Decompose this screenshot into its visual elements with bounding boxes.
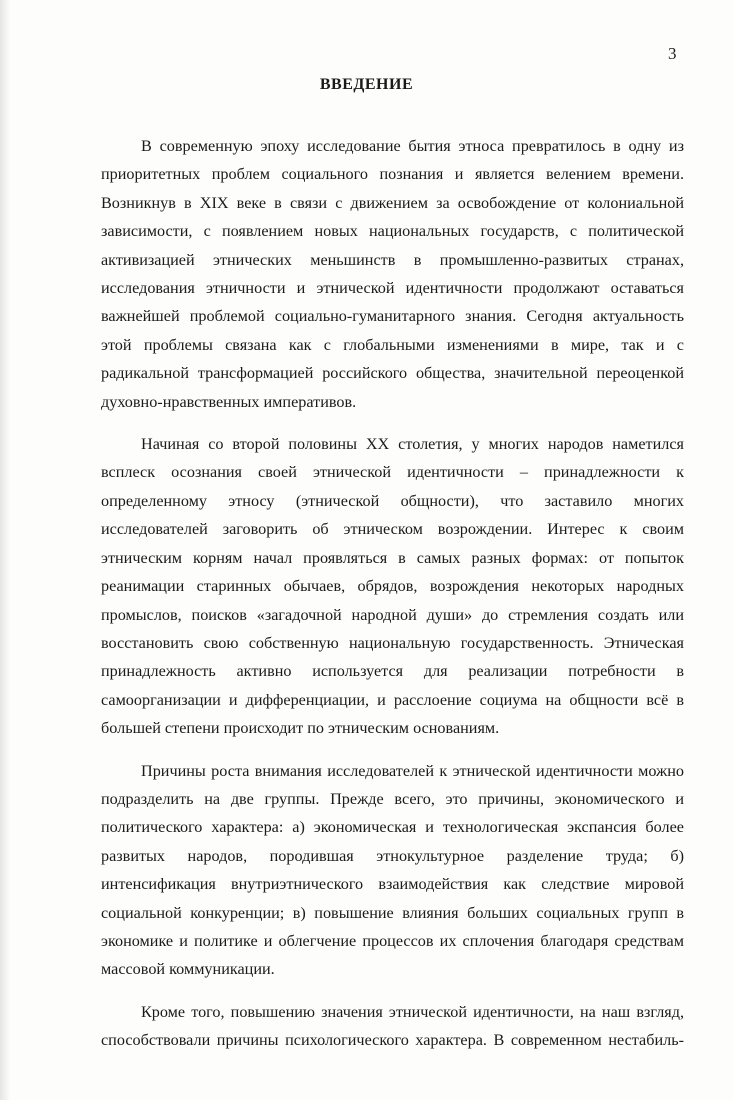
paragraph-1: В современную эпоху исследование бытия этноса превратилось в одну из приоритетных проблем социального познания и является велением времени. Возникнув в XIX веке в связи с движением за освобождение от колониальной зависимости, с появлением новых национальных государств, с политической активизацией этнических меньшинств в промышленно-развитых странах, исследования этничности и этнической идентичности продолжают оставаться важнейшей проблемой социально-гуманитарного знания. Сегодня актуальность этой проблемы связана как с глобальными изменениями в мире, так и с радикальной трансформацией российского общества, значительной переоценкой духовно-нравственных императивов. bbox=[101, 137, 684, 411]
paragraph-3: Причины роста внимания исследователей к этнической идентичности можно подразделить на две группы. Прежде всего, это причины, экономического и политического характера: а) экономическая и технологическая экспансия более развитых народов, породившая этнокультурное разделение труда; б) интенсификация внутриэтнического взаимодействия как следствие мировой социальной конкуренции; в) повышение влияния больших социальных групп в экономике и политике и облегчение процессов их сплочения благодаря средствам массовой коммуникации. bbox=[101, 761, 684, 979]
page-number: 3 bbox=[668, 44, 677, 63]
paragraph-2: Начиная со второй половины XX столетия, у многих народов наметился всплеск осознания своей этнической идентичности – принадлежности к определенному этносу (этнической общности), что заставило многих исследователей заговорить об этническом возрождении. Интерес к своим этническим корням начал проявляться в самых разных формах: от попыток реанимации старинных обычаев, обрядов, возрождения некоторых народных промыслов, поисков «загадочной народной души» до стремления создать или восстановить свою собственную национальную государственность. Этническая принадлежность активно используется для реализации потребности в самоорганизации и дифференциации, и расслоение социума на общности всё в большей степени происходит по этническим основаниям. bbox=[101, 435, 684, 738]
paragraph-4: Кроме того, повышению значения этнической идентичности, на наш взгляд, способствовали причины психологического характера. В современном нестабиль- bbox=[101, 1002, 684, 1050]
body-text bbox=[101, 132, 684, 1069]
section-heading: ВВЕДЕНИЕ bbox=[319, 76, 414, 93]
scan-edge-shadow bbox=[0, 0, 10, 1100]
